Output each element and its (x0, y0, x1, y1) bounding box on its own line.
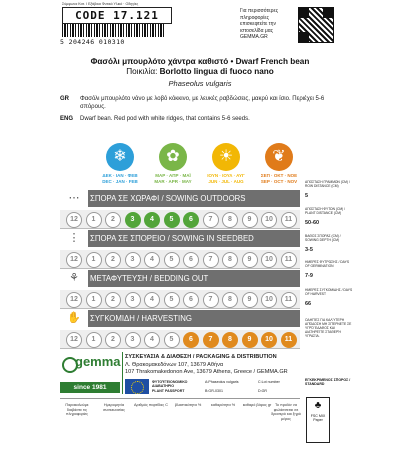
season-label-en: MAR · APR · MAY (154, 179, 192, 184)
season-label-gr: ΙΟΥΝ · ΙΟΥΛ · ΑΥΓ (207, 173, 245, 178)
month-dot: 1 (86, 332, 102, 348)
month-dot: 12 (66, 252, 82, 268)
month-dot: 2 (105, 332, 121, 348)
month-dot: 1 (86, 292, 102, 308)
label-info-column: καθαρότητα % (210, 403, 236, 407)
spec-label: ΟΔΗΓΊΕΣ ΓΙΑ ΚΑΛΎΤΕΡΗ ΑΠΌΔΟΣΗ ΜΗ ΣΠΈΡΝΕΤΕ ΣΕ ΥΓΡΌ ΈΔΑΦΟΣ ΚΑΙ ΔΙΑΤΗΡΕΊΤΕ ΣΤΑΘΕΡΉ ΥΓΡΑΣΊΑ. (305, 318, 352, 338)
month-dot: 7 (203, 212, 219, 228)
spec-label: ΗΜΕΡΕΣ ΦΥΤΡΩΣΗΣ / DAYS OF GERMINATION (305, 260, 350, 268)
month-dot: 2 (105, 252, 121, 268)
calendar-row (60, 190, 300, 230)
month-strip (60, 290, 300, 309)
month-dot: 8 (222, 332, 238, 348)
season-label-en: SEP · OCT · NOV (260, 179, 298, 184)
month-dot: 1 (86, 252, 102, 268)
product-title: Φασόλι μπουρλότο χάντρα καθιστό • Dwarf French bean (90, 57, 310, 66)
variety-label: Ποικιλία: (126, 67, 158, 76)
calendar-row (60, 230, 300, 270)
month-dot: 11 (281, 292, 297, 308)
row-header (60, 230, 300, 247)
label-info-column: καθαρό βάρος gr (242, 403, 272, 407)
month-dot: 3 (125, 252, 141, 268)
month-dot: 6 (183, 212, 199, 228)
month-dot: 1 (86, 212, 102, 228)
season-circle (265, 143, 293, 171)
season-label-en: DEC · JAN · FEB (102, 179, 138, 184)
passport-field-c: C:Lot number (258, 380, 280, 384)
month-strip (60, 330, 300, 349)
season-circle (106, 143, 134, 171)
tree-icon: ♣ (314, 400, 322, 411)
row-activity-icon: ⋮ (60, 230, 89, 247)
season-label-en: JUN · JUL · AUG (208, 179, 244, 184)
season-icon: ☀ (218, 148, 234, 165)
month-dot: 10 (261, 252, 277, 268)
lang-gr: GR (60, 96, 69, 102)
row-title: ΣΥΓΚΟΜΙΔΗ / HARVESTING (90, 314, 192, 323)
qr-code[interactable] (298, 7, 334, 43)
footer-divider (122, 352, 123, 394)
month-dot: 12 (66, 332, 82, 348)
eu-stars-icon (131, 381, 144, 394)
month-dot: 9 (242, 252, 258, 268)
season-icon: ✿ (166, 148, 180, 165)
packaging-title: ΣΥΣΚΕΥΑΣΙΑ & ΔΙΑΘΕΣΗ / PACKAGING & DISTRIBUTION (125, 354, 277, 360)
month-dot: 10 (261, 292, 277, 308)
eu-flag-icon (125, 379, 149, 394)
fsc-badge (306, 397, 330, 443)
row-activity-icon: ⚘ (60, 270, 89, 287)
calendar-row (60, 310, 300, 350)
season-label-gr: ΜΑΡ · ΑΠΡ · ΜΑΪ (155, 173, 191, 178)
month-dot: 7 (203, 332, 219, 348)
spec-value: 3-5 (305, 247, 313, 253)
description-gr: Φασόλι μπουρλότο νάνο με λοβό κόκκινο, με λευκές ραβδώσεις, μακρύ και ίσιο. Περιέχει 5-6 σπόρους. (80, 96, 325, 110)
passport-field-d: D:GR (258, 389, 267, 393)
season-label-gr: ΣΕΠ · ΟΚΤ · ΝΟΕ (260, 173, 298, 178)
month-dot: 5 (164, 252, 180, 268)
season-label-gr: ΔΕΚ · ΙΑΝ · ΦΕΒ (102, 173, 138, 178)
passport-field-a: A:Phaseolus vulgaris (205, 380, 239, 384)
season-circle (159, 143, 187, 171)
variety-name: Borlotto lingua di fuoco nano (159, 67, 274, 76)
qr-caption: Για περισσότερες πληροφορίες επισκεφτείτε την ιστοσελίδα μας GEMMA.GR (240, 8, 279, 40)
fsc-label: FSC MIX Paper (310, 414, 326, 423)
spec-label: ΗΜΕΡΕΣ ΣΥΓΚΟΜΙΔΗΣ / DAYS OF HARVEST (305, 288, 353, 296)
month-dot: 10 (261, 212, 277, 228)
month-dot: 5 (164, 212, 180, 228)
row-activity-icon: ⋯ (60, 190, 89, 207)
month-dot: 11 (281, 212, 297, 228)
spec-label: ΑΠΟΣΤΑΣΗ ΦΥΤΩΝ (CM) / PLANT DISTANCE (CM) (305, 207, 346, 215)
variety-line (0, 67, 400, 76)
row-activity-icon: ✋ (60, 310, 89, 327)
season-icon: ❄ (113, 148, 127, 165)
spec-label: ΒΑΘΟΣ ΣΠΟΡΑΣ (CM) / SOWING DEPTH (CM) (305, 234, 341, 242)
month-dot: 8 (222, 292, 238, 308)
season-icon: ❦ (272, 148, 286, 165)
label-info-column: βλαστικότητα % (174, 403, 202, 407)
passport-line-2: PLANT PASSPORT (152, 389, 185, 393)
month-dot: 4 (144, 332, 160, 348)
label-info-column: Ημερομηνία συσκευασίας (103, 403, 125, 412)
spec-value: 50-60 (305, 220, 320, 226)
season-circle (212, 143, 240, 171)
month-dot: 9 (242, 332, 258, 348)
month-strip (60, 210, 300, 229)
label-info-column: Παρακαλούμε διαβάστε τις πληροφορίες (65, 403, 89, 417)
month-dot: 8 (222, 252, 238, 268)
address-gr: Λ. Θρακομακεδόνων 107, 13679 Αθήνα (125, 362, 224, 368)
month-dot: 7 (203, 252, 219, 268)
month-dot: 4 (144, 252, 160, 268)
month-dot: 4 (144, 212, 160, 228)
month-dot: 12 (66, 212, 82, 228)
passport-field-b: B:GR-0301 (205, 389, 223, 393)
month-dot: 6 (183, 332, 199, 348)
footer-rule (60, 398, 300, 399)
month-dot: 5 (164, 292, 180, 308)
month-dot: 8 (222, 212, 238, 228)
regulation-note: Σύμφωνα Κατ. Ι Εξάβικα Φυτικό Υλικό · Οδηγίες (62, 2, 139, 6)
month-dot: 6 (183, 252, 199, 268)
spec-value: 66 (305, 301, 312, 307)
month-dot: 9 (242, 292, 258, 308)
month-dot: 2 (105, 212, 121, 228)
barcode-number: 5 204246 010310 (60, 38, 125, 46)
label-info-column: Αριθμός παρτίδας C (134, 403, 168, 407)
calendar-row (60, 270, 300, 310)
month-dot: 3 (125, 332, 141, 348)
month-dot: 3 (125, 212, 141, 228)
month-dot: 10 (261, 332, 277, 348)
spec-label: ΑΠΟΣΤΑΣΗ ΓΡΑΜΜΩΝ (CM) / ROW DISTANCE (CM) (305, 180, 350, 188)
product-code: CODE 17.121 (62, 7, 172, 24)
month-dot: 3 (125, 292, 141, 308)
month-dot: 9 (242, 212, 258, 228)
month-dot: 11 (281, 332, 297, 348)
label-info-column: Το προϊόν να φυλάσσεται σε δροσερό και ξηρό μέρος (271, 403, 301, 421)
spec-value: 5 (305, 193, 309, 199)
row-header (60, 190, 300, 207)
barcode (62, 24, 166, 37)
standard-seed-note: ΕΓΚΕΚΡΙΜΕΝΟΣ ΣΠΟΡΟΣ / STANDARD (305, 378, 351, 386)
address-en: 107 Thrakomakedonon Ave, 13679 Athens, Greece / GEMMA.GR (125, 369, 288, 375)
row-title: ΣΠΟΡΑ ΣΕ ΣΠΟΡΕΙΟ / SOWING IN SEEDBED (90, 234, 254, 243)
month-dot: 6 (183, 292, 199, 308)
description-en: Dwarf bean. Red pod with white ridges, that contains 5-6 seeds. (80, 116, 250, 122)
passport-line-1: ΦΥΤΟΫΓΕΙΟΝΟΜΙΚΟ ΔΙΑΒΑΤΗΡΙΟ (152, 380, 188, 389)
month-strip (60, 250, 300, 269)
month-dot: 2 (105, 292, 121, 308)
month-dot: 4 (144, 292, 160, 308)
row-title: ΜΕΤΑΦΥΤΕΥΣΗ / BEDDING OUT (90, 274, 209, 283)
lang-en: ENG (60, 116, 74, 122)
latin-name: Phaseolus vulgaris (168, 79, 232, 88)
month-dot: 12 (66, 292, 82, 308)
row-header (60, 270, 300, 287)
row-title: ΣΠΟΡΑ ΣΕ ΧΩΡΑΦΙ / SOWING OUTDOORS (90, 194, 246, 203)
spec-value: 7-9 (305, 273, 313, 279)
row-header (60, 310, 300, 327)
since-badge: since 1981 (60, 382, 120, 393)
month-dot: 7 (203, 292, 219, 308)
brand-name: gemma (75, 354, 121, 369)
month-dot: 11 (281, 252, 297, 268)
month-dot: 5 (164, 332, 180, 348)
